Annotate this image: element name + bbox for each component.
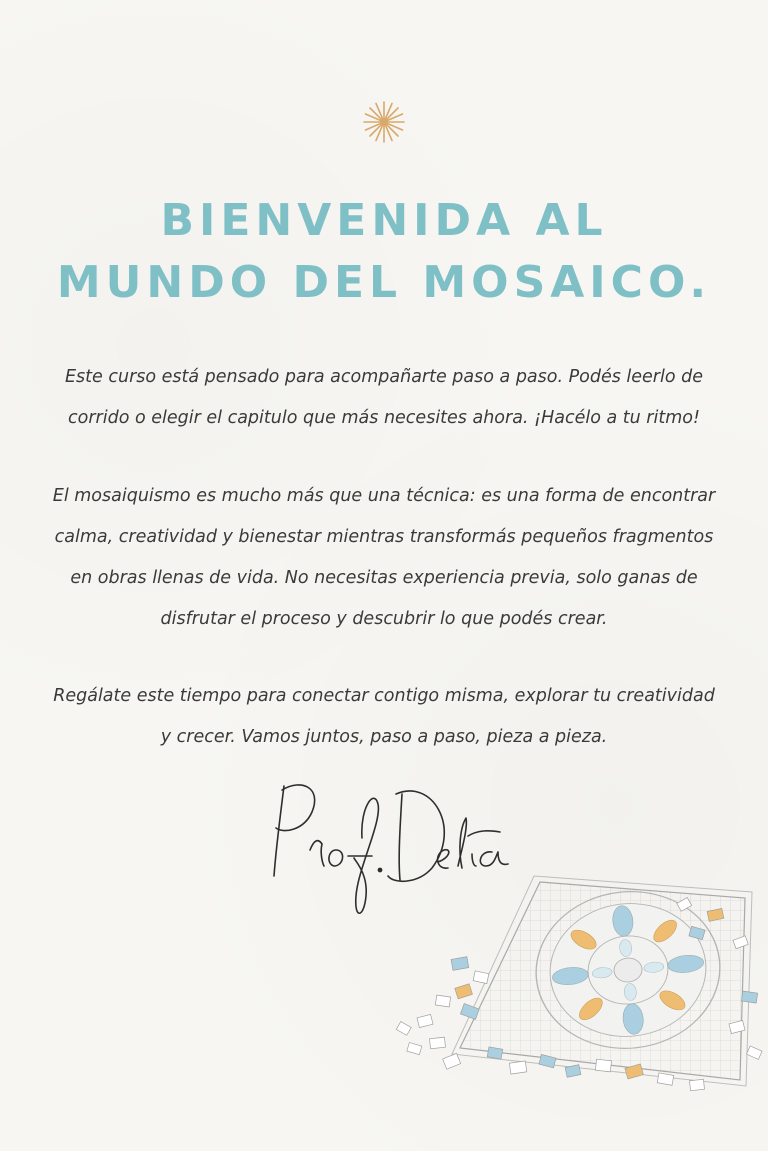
paragraph-line: disfrutar el proceso y descubrir lo que podés crear.	[160, 609, 608, 629]
paragraph-line: Este curso está pensado para acompañarte paso a paso. Podés leerlo de	[64, 367, 704, 387]
page-title	[0, 190, 768, 314]
paragraph-line: El mosaiquismo es mucho más que una técnica: es una forma de encontrar	[52, 486, 716, 506]
title-line: BIENVENIDA AL	[160, 195, 608, 246]
intro-paragraph	[50, 357, 718, 439]
paragraph-line: y crecer. Vamos juntos, paso a paso, pieza a pieza.	[160, 727, 608, 747]
paragraph-line: calma, creatividad y bienestar mientras transformás pequeños fragmentos	[54, 527, 714, 547]
body-paragraph	[50, 476, 718, 640]
paragraph-line: en obras llenas de vida. No necesitas experiencia previa, solo ganas de	[70, 568, 698, 588]
mosaic-illustration	[390, 870, 768, 1100]
title-line: MUNDO DEL MOSAICO.	[56, 257, 712, 308]
paragraph-line: Regálate este tiempo para conectar contigo misma, explorar tu creatividad	[53, 686, 715, 706]
sparkle-icon	[362, 100, 406, 144]
closing-paragraph	[50, 676, 718, 758]
paragraph-line: corrido o elegir el capitulo que más necesites ahora. ¡Hacélo a tu ritmo!	[68, 408, 700, 428]
